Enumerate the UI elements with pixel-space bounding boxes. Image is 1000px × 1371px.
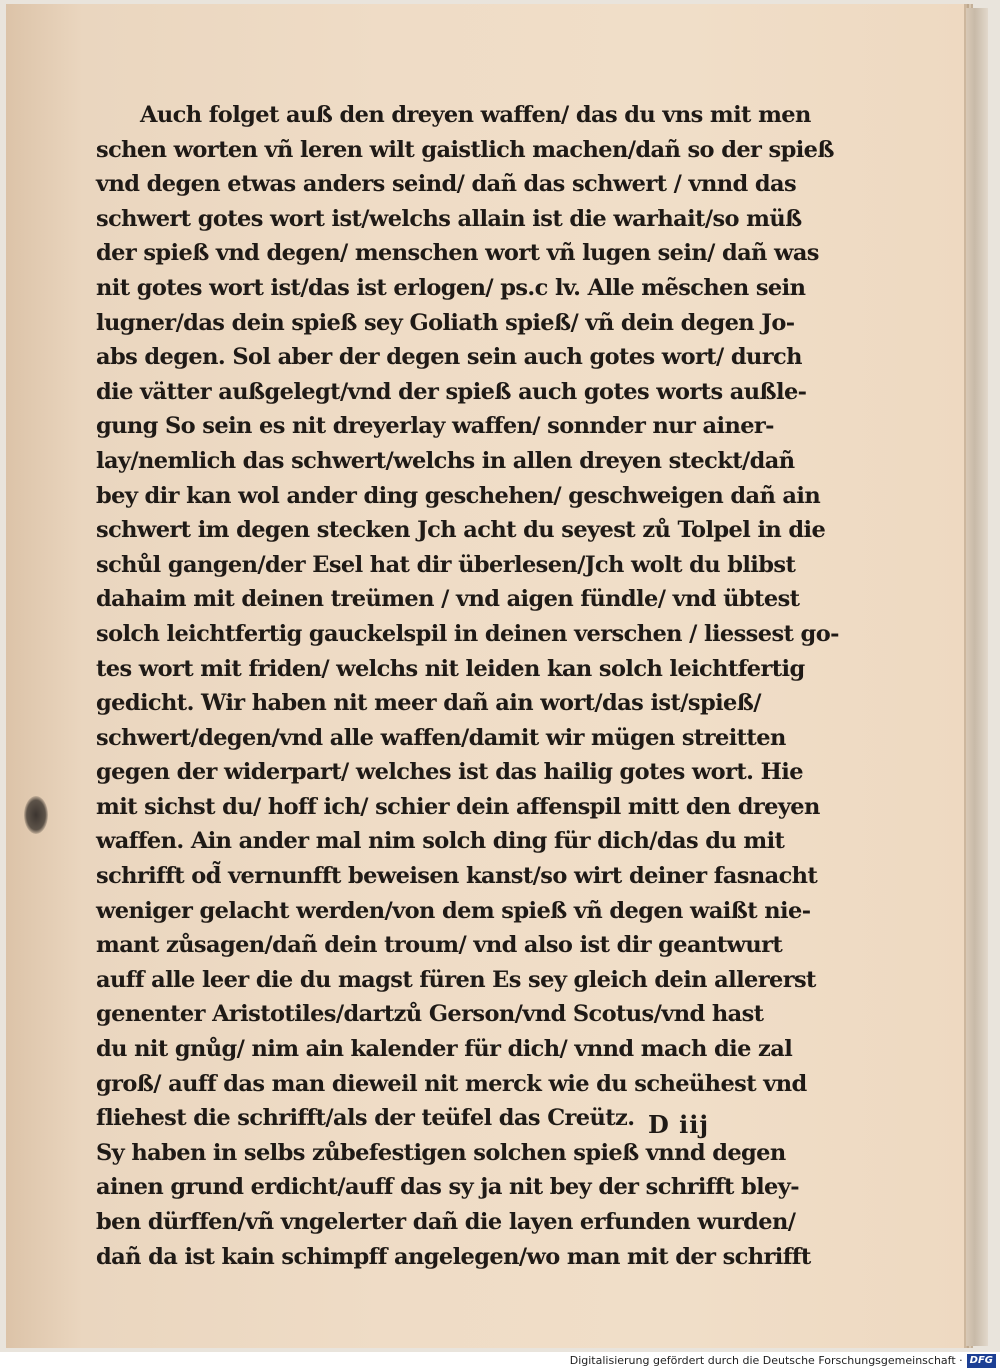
text-line: dahaim mit deinen treümen / vnd aigen fündle/ vnd übtest [96, 586, 800, 613]
text-line: gedicht. Wir haben nit meer dañ ain wort/das ist/spieß/ [96, 690, 761, 717]
text-line: die vätter außgelegt/vnd der spieß auch gotes worts außle- [96, 378, 807, 405]
text-line: schwert gotes wort ist/welchs allain ist die warhait/so müß [96, 205, 802, 232]
text-line: dañ da ist kain schimpff angelegen/wo man mit der schrifft [96, 1243, 811, 1270]
text-line: bey dir kan wol ander ding geschehen/ geschweigen dañ ain [96, 482, 821, 509]
text-line: tes wort mit friden/ welchs nit leiden kan solch leichtfertig [96, 655, 805, 682]
text-line: nit gotes wort ist/das ist erlogen/ ps.c lv. Alle mẽschen sein [96, 274, 806, 301]
text-line: lay/nemlich das schwert/welchs in allen dreyen steckt/dañ [96, 447, 795, 474]
text-line: schen worten vñ leren wilt gaistlich machen/dañ so der spieß [96, 136, 834, 163]
text-line: Sy haben in selbs zůbefestigen solchen spieß vnnd degen [96, 1139, 786, 1166]
text-line: mit sichst du/ hoff ich/ schier dein affenspil mitt den dreyen [96, 793, 820, 820]
text-line: Auch folget auß den dreyen waffen/ das du vns mit men [140, 102, 811, 128]
text-line: vnd degen etwas anders seind/ dañ das schwert / vnnd das [96, 171, 797, 198]
text-line: lugner/das dein spieß sey Goliath spieß/ vñ dein degen Jo- [96, 309, 795, 336]
signature-mark: D iij [648, 1110, 710, 1139]
text-line: groß/ auff das man dieweil nit merck wie du scheühest vnd [96, 1070, 807, 1097]
text-line: schwert im degen stecken Jch acht du seyest zů Tolpel in die [96, 517, 826, 544]
text-line: genenter Aristotiles/dartzů Gerson/vnd Scotus/vnd hast [96, 1001, 764, 1028]
text-line: schwert/degen/vnd alle waffen/damit wir mügen streitten [96, 724, 786, 751]
page-text [96, 98, 839, 1274]
ink-stain [24, 796, 48, 834]
text-line: gegen der widerpart/ welches ist das hailig gotes wort. Hie [96, 759, 803, 786]
text-line: weniger gelacht werden/von dem spieß vñ degen waißt nie- [96, 897, 811, 924]
text-line: der spieß vnd degen/ menschen wort vñ lugen sein/ dañ was [96, 240, 819, 267]
page-edge [966, 8, 988, 1346]
text-line: schrifft od̃ vernunfft beweisen kanst/so wirt deiner fasnacht [96, 863, 818, 890]
text-line: schůl gangen/der Esel hat dir überlesen/Jch wolt du blibst [96, 551, 796, 578]
text-line: ben dürffen/vñ vngelerter dañ die layen erfunden wurden/ [96, 1209, 796, 1235]
text-line: ainen grund erdicht/auff das sy ja nit bey der schrifft bley- [96, 1174, 799, 1201]
footer-credit [570, 1352, 996, 1369]
dfg-logo: DFG [967, 1354, 996, 1368]
footer-text: Digitalisierung gefördert durch die Deutsche Forschungsgemeinschaft · [569, 1354, 963, 1367]
text-line: solch leichtfertig gauckelspil in deinen verschen / liessest go- [96, 620, 839, 647]
text-line: waffen. Ain ander mal nim solch ding für dich/das du mit [96, 828, 785, 855]
text-line: abs degen. Sol aber der degen sein auch gotes wort/ durch [96, 344, 802, 371]
text-line: auff alle leer die du magst füren Es sey gleich dein allererst [96, 966, 816, 993]
text-line: du nit gnůg/ nim ain kalender für dich/ vnnd mach die zal [96, 1036, 793, 1063]
text-line: fliehest die schrifft/als der teüfel das Creütz. [96, 1105, 635, 1132]
text-line: mant zůsagen/dañ dein troum/ vnd also ist dir geantwurt [96, 932, 783, 959]
text-line: gung So sein es nit dreyerlay waffen/ sonnder nur ainer- [96, 413, 774, 440]
